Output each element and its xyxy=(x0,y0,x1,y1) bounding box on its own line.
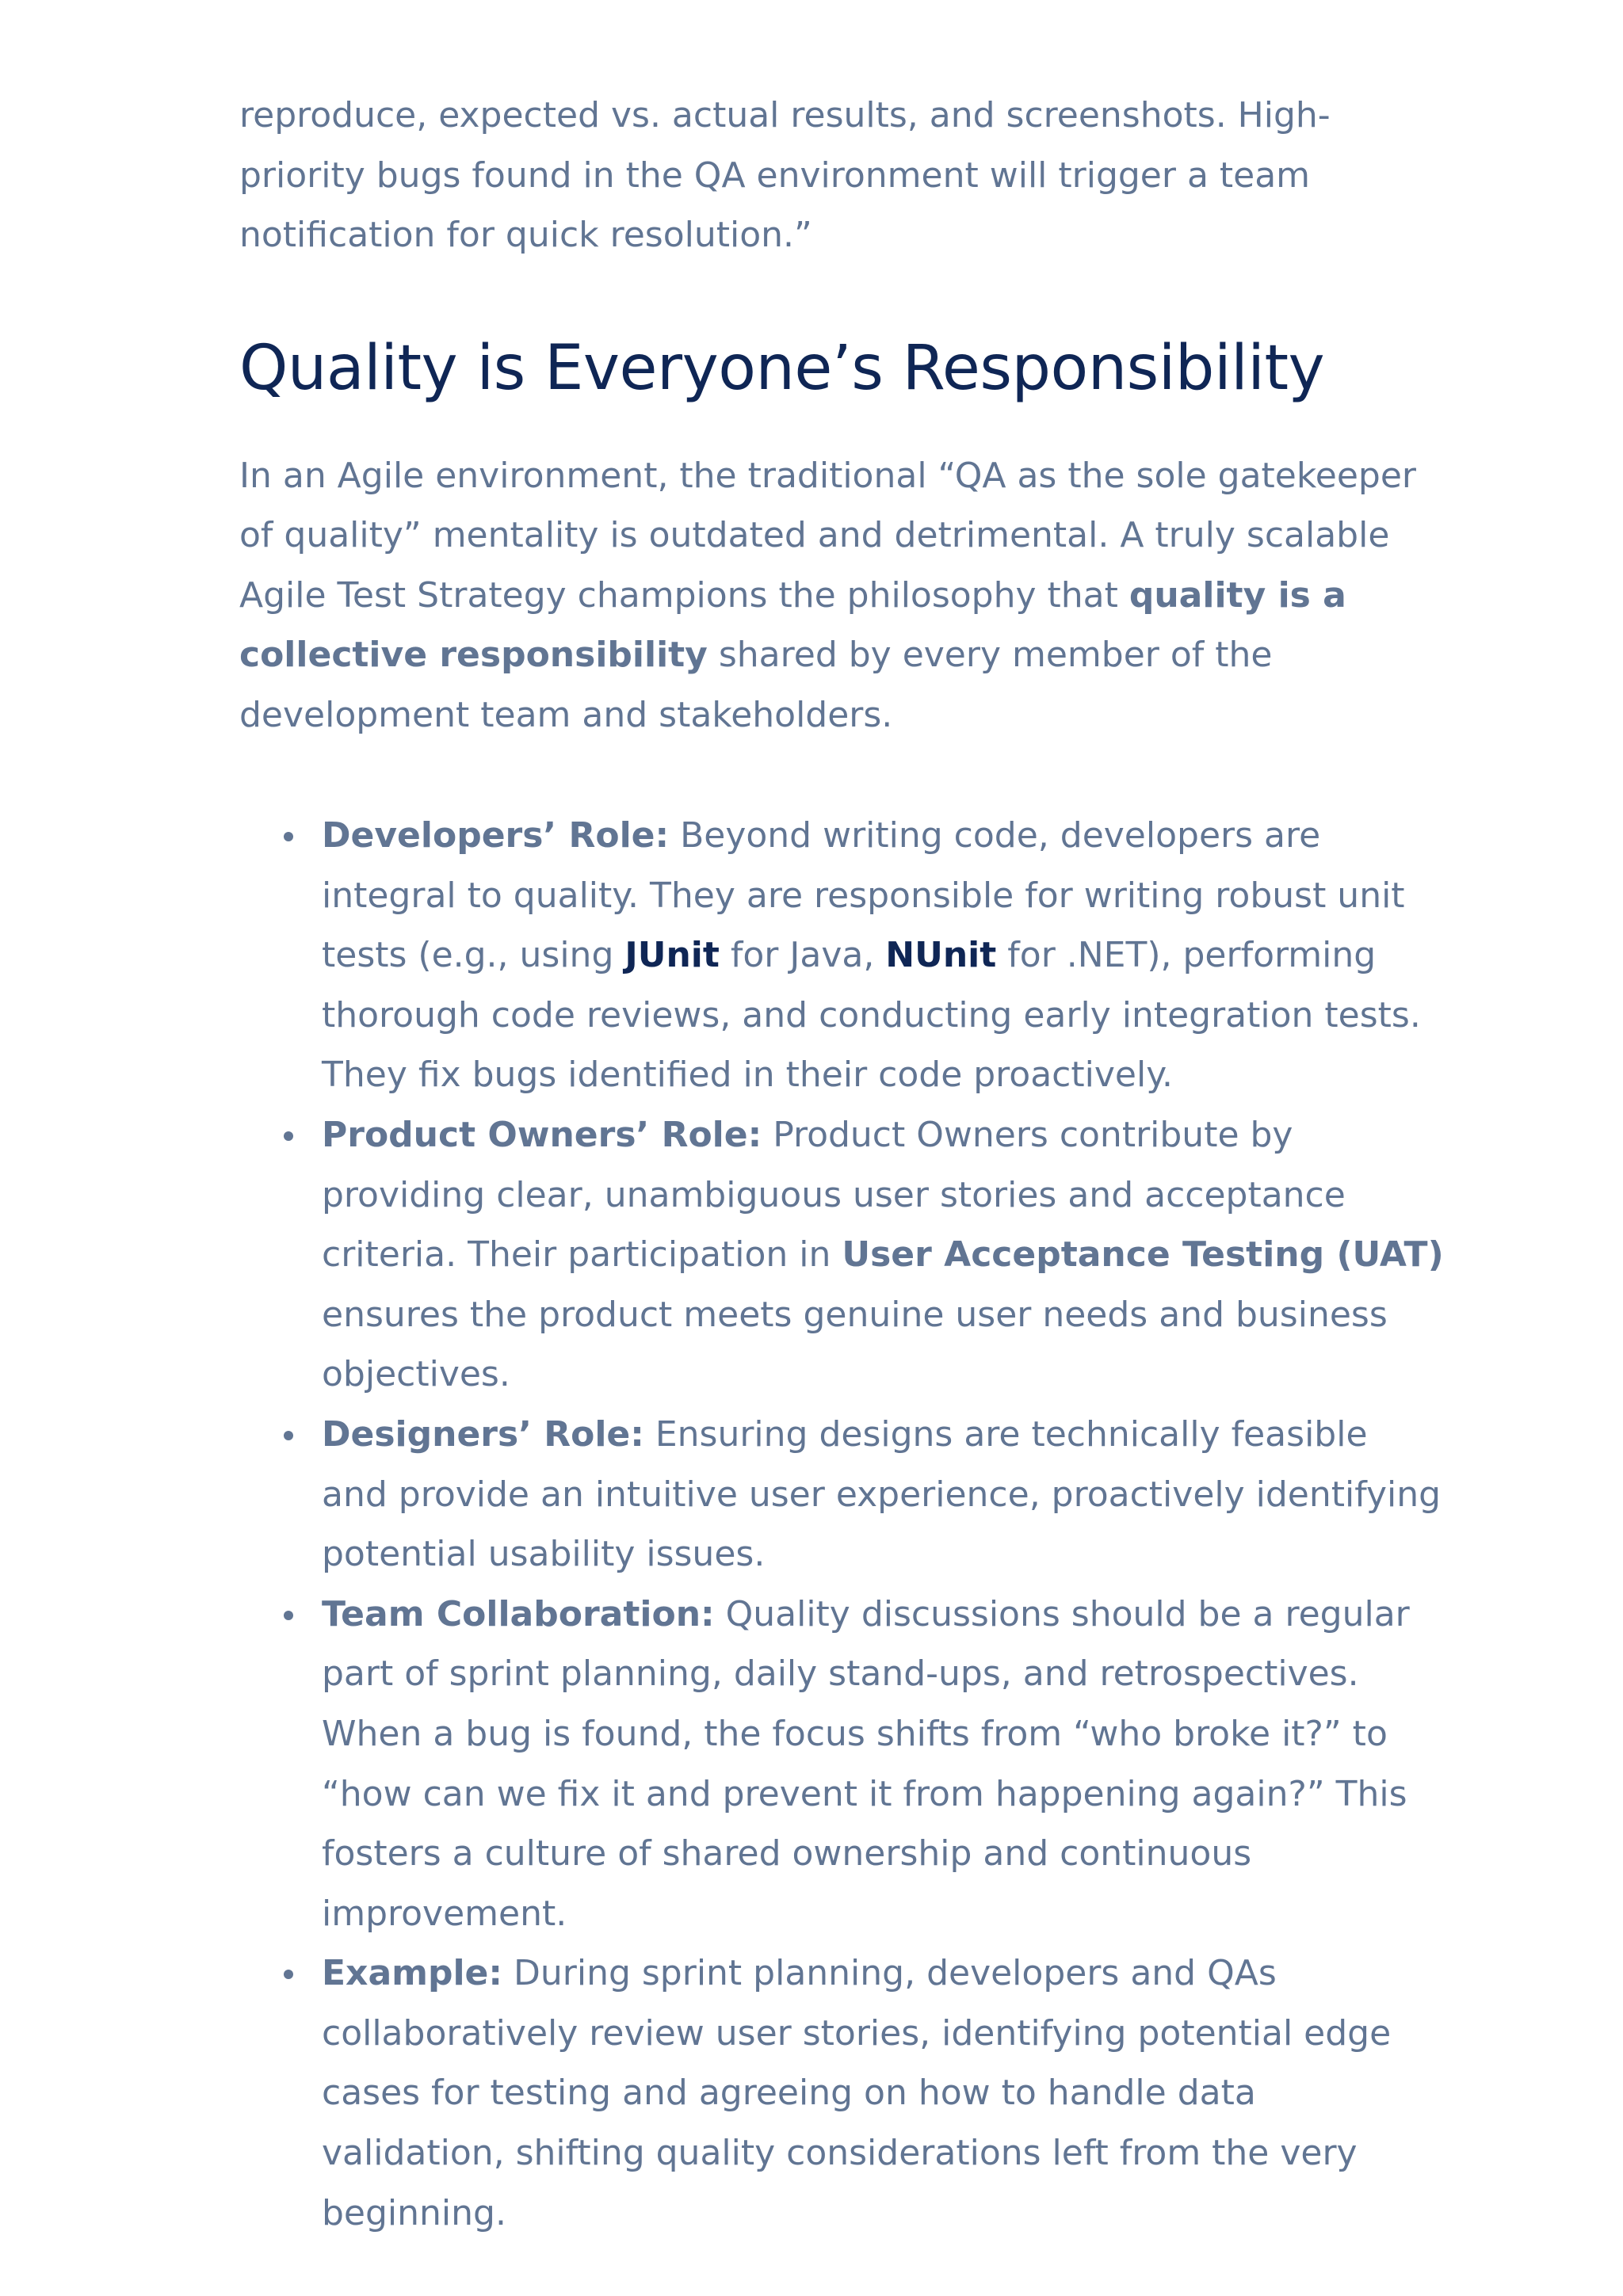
role-label: Designers’ Role: xyxy=(322,1413,644,1455)
intro-paragraph-fragment xyxy=(239,86,1444,265)
role-text: for Java, xyxy=(719,935,886,976)
list-item-developers-role xyxy=(322,806,1444,1105)
tool-name-junit: JUnit xyxy=(624,935,720,976)
uat-emphasis: User Acceptance Testing (UAT) xyxy=(842,1234,1444,1276)
role-text: Ensuring designs are technically feasible and provide an intuitive user experience, proactively identifying potential usability issues. xyxy=(322,1413,1442,1575)
role-label: Product Owners’ Role: xyxy=(322,1114,762,1155)
paragraph-text: shared by every member of the development team and stakeholders. xyxy=(239,635,1273,735)
list-item-team-collaboration xyxy=(322,1585,1444,1944)
tool-name-nunit: NUnit xyxy=(885,935,997,976)
list-item-designers-role xyxy=(322,1405,1444,1585)
role-label: Developers’ Role: xyxy=(322,815,670,856)
bullet-icon xyxy=(284,1970,293,1979)
paragraph-text: In an Agile environment, the traditional “QA as the sole gatekeeper of quality” mentality is outdated and detrimental. A truly scalable Agile Test Strategy champions the philosophy that xyxy=(239,455,1417,616)
role-text: ensures the product meets genuine user needs and business objectives. xyxy=(322,1294,1388,1395)
intro-text: reproduce, expected vs. actual results, and screenshots. High-priority bugs found in the QA environment will trigger a team notification for quick resolution.” xyxy=(239,95,1331,255)
list-item-product-owners-role xyxy=(322,1105,1444,1405)
list-item-example xyxy=(322,1943,1444,2243)
role-label: Team Collaboration: xyxy=(322,1593,715,1634)
section-heading: Quality is Everyone’s Responsibility xyxy=(239,332,1325,404)
section-intro-paragraph xyxy=(239,446,1444,746)
role-label: Example: xyxy=(322,1953,502,1994)
role-text: Beyond writing code, developers are integral to quality. They are responsible for writing robust unit tests (e.g., using xyxy=(322,815,1405,976)
article-content xyxy=(239,86,1444,2243)
bullet-icon xyxy=(284,1611,293,1620)
bullet-icon xyxy=(284,1431,293,1440)
bullet-icon xyxy=(284,1131,293,1141)
paragraph-emphasis: quality is a collective responsibility xyxy=(239,574,1346,675)
role-text: Product Owners contribute by providing clear, unambiguous user stories and acceptance criteria. Their participation in xyxy=(322,1114,1346,1276)
role-text: Quality discussions should be a regular part of sprint planning, daily stand-ups, and retrospectives. When a bug is found, the focus shifts from “who broke it?” to “how can we fix it and prevent it from happening again?” This fosters a culture of shared ownership and continuous improvement. xyxy=(322,1593,1410,1934)
bullet-icon xyxy=(284,832,293,841)
role-text: for .NET), performing thorough code reviews, and conducting early integration tests. They fix bugs identified in their code proactively. xyxy=(322,935,1421,1096)
role-text: During sprint planning, developers and QAs collaboratively review user stories, identifying potential edge cases for testing and agreeing on how to handle data validation, shifting quality considerations left from the very beginning. xyxy=(322,1953,1392,2233)
roles-list xyxy=(239,806,1444,2243)
